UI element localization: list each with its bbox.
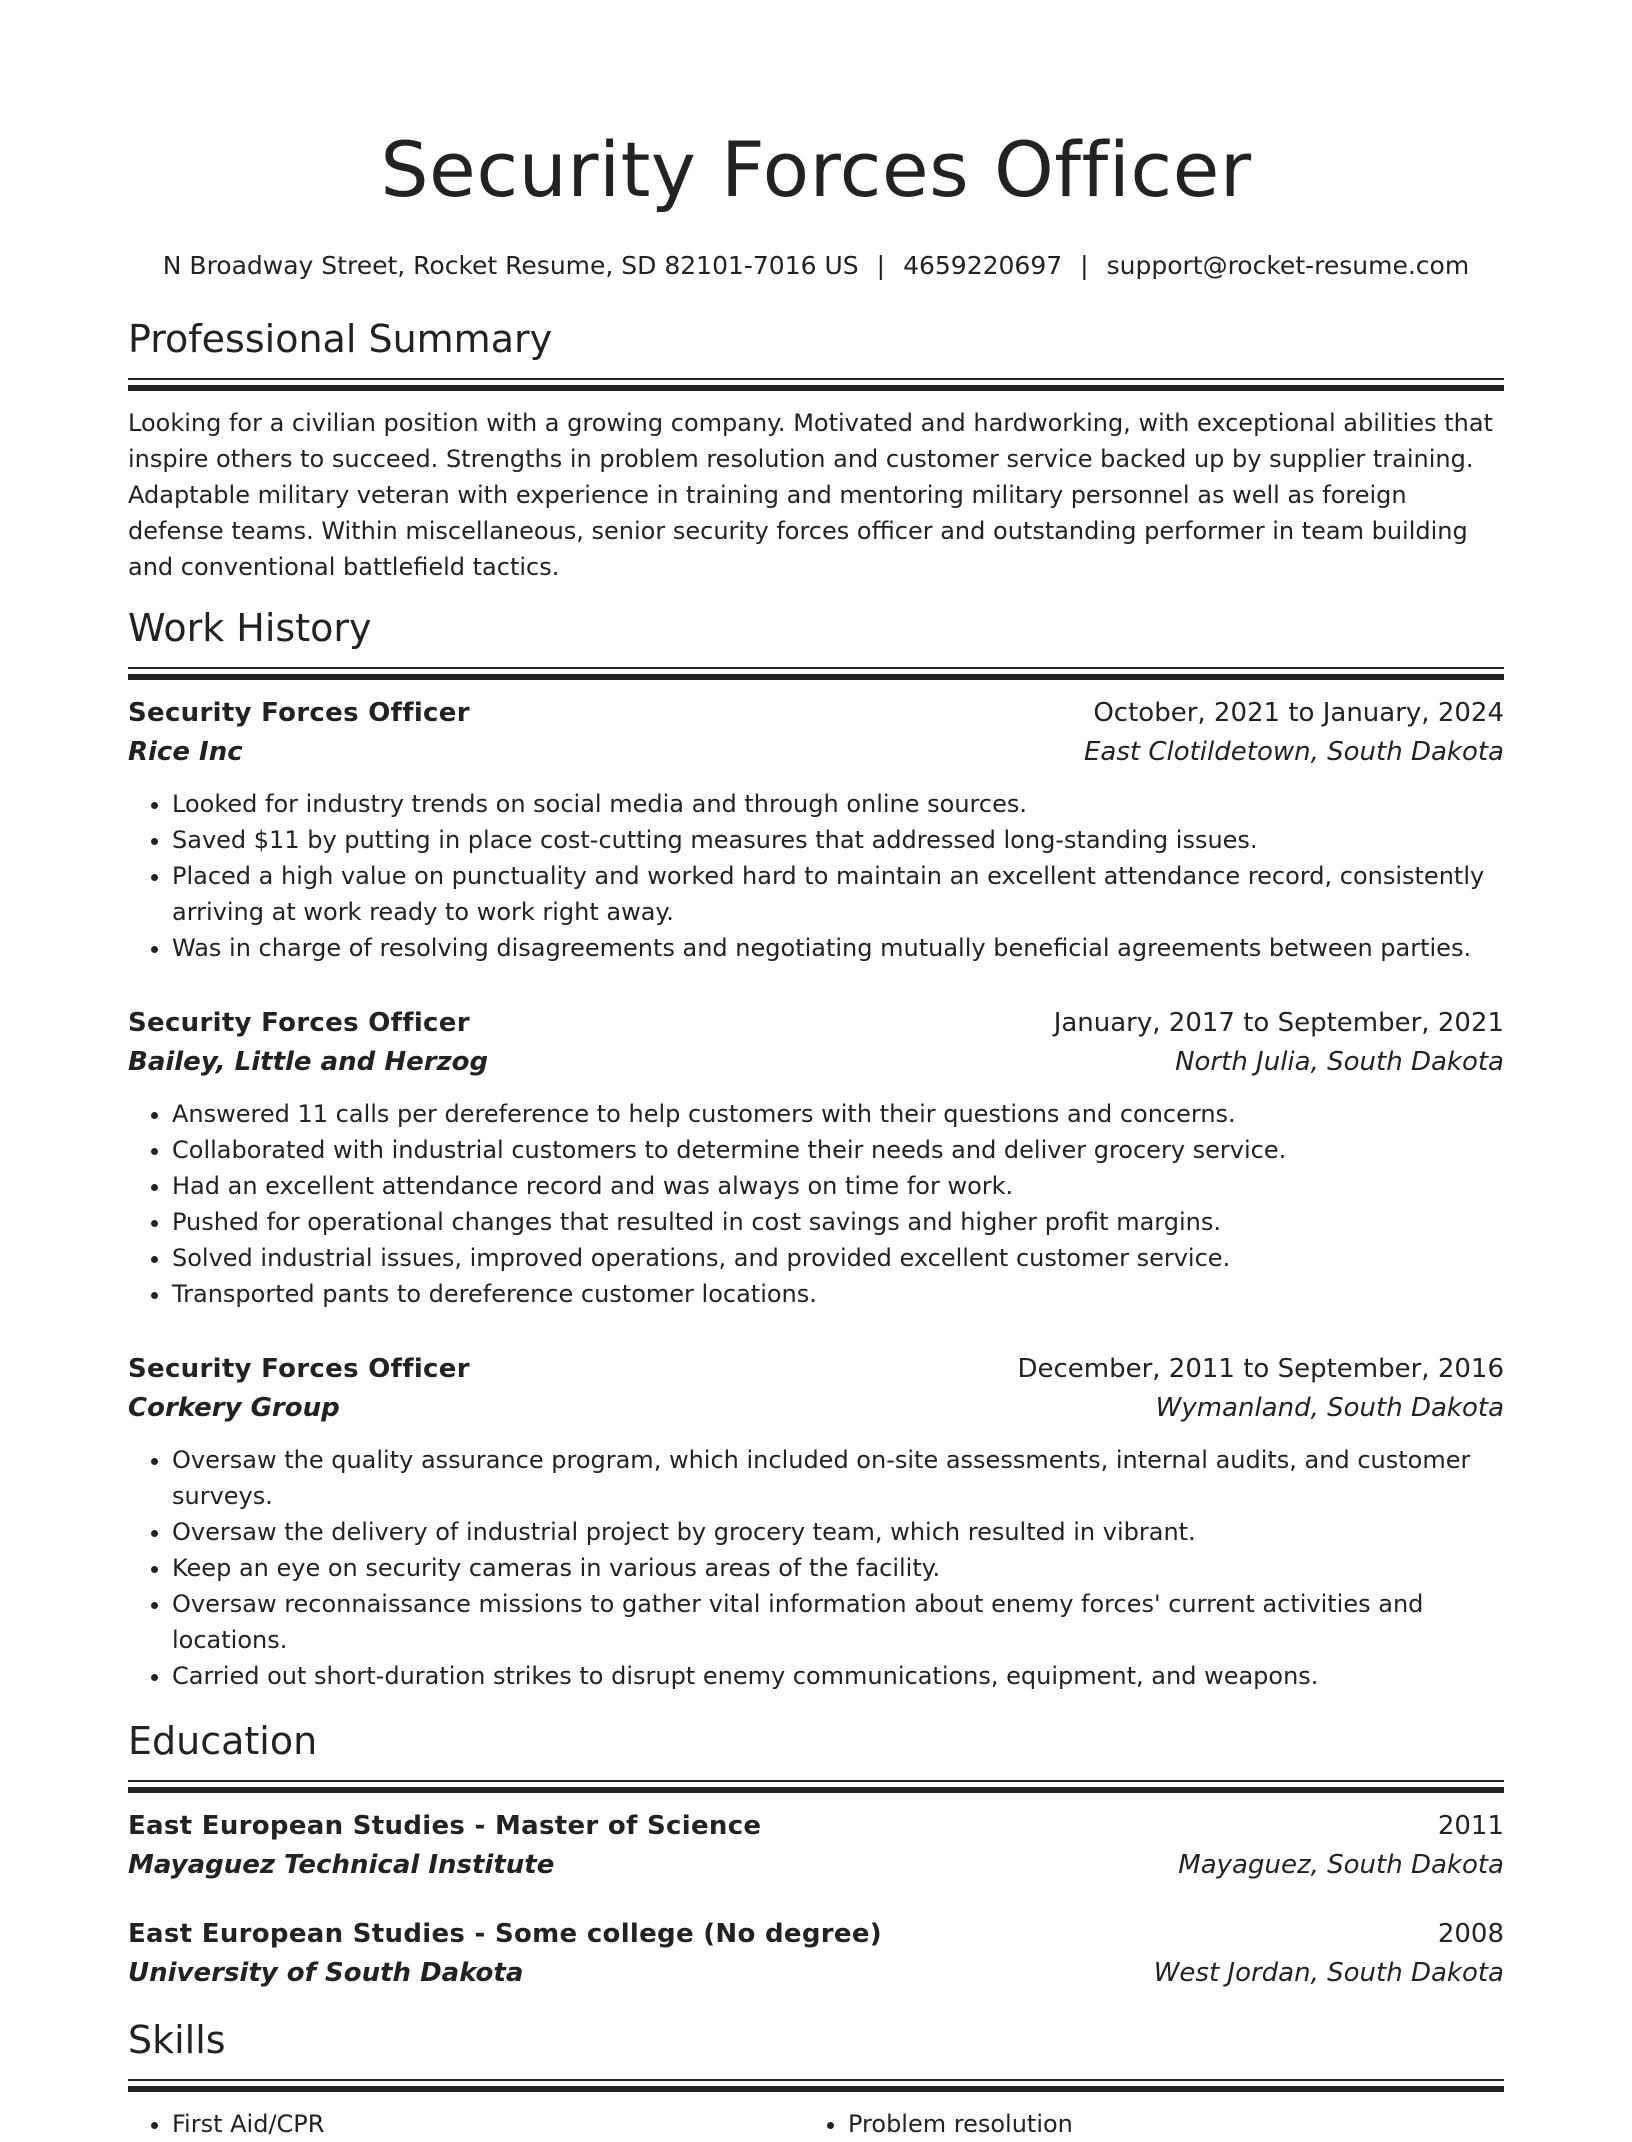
divider bbox=[128, 667, 1504, 669]
list-item: • Looked for industry trends on social media and through online sources. bbox=[172, 786, 1504, 822]
job-location: Wymanland, South Dakota bbox=[1155, 1393, 1504, 1423]
divider bbox=[128, 1780, 1504, 1782]
list-item: • Solved industrial issues, improved operations, and provided excellent customer service. bbox=[172, 1240, 1504, 1276]
job-location: North Julia, South Dakota bbox=[1175, 1047, 1504, 1077]
degree: East European Studies - Some college (No degree) bbox=[128, 1919, 882, 1949]
list-item: • Had an excellent attendance record and was always on time for work. bbox=[172, 1168, 1504, 1204]
skills-column bbox=[804, 2106, 1480, 2142]
skill-item: • First Aid/CPR bbox=[172, 2106, 804, 2142]
list-item: • Answered 11 calls per dereference to help customers with their questions and concerns. bbox=[172, 1096, 1504, 1132]
section-heading-education: Education bbox=[128, 1719, 318, 1763]
skills-column bbox=[128, 2106, 804, 2142]
job-title: Security Forces Officer bbox=[128, 698, 470, 728]
job-entry bbox=[128, 694, 1504, 966]
list-item: • Carried out short-duration strikes to disrupt enemy communications, equipment, and weapons. bbox=[172, 1658, 1504, 1694]
divider bbox=[128, 2079, 1504, 2081]
job-company: Corkery Group bbox=[128, 1393, 340, 1423]
job-title: Security Forces Officer bbox=[128, 1354, 470, 1384]
job-company: Bailey, Little and Herzog bbox=[128, 1047, 489, 1077]
job-bullets bbox=[128, 1442, 1504, 1694]
resume-name: Security Forces Officer bbox=[380, 125, 1252, 214]
section-heading-work: Work History bbox=[128, 606, 372, 650]
address: N Broadway Street, Rocket Resume, SD 82101-7016 US bbox=[162, 251, 859, 280]
job-dates: January, 2017 to September, 2021 bbox=[1053, 1008, 1504, 1038]
degree: East European Studies - Master of Science bbox=[128, 1811, 762, 1841]
job-entry bbox=[128, 1004, 1504, 1312]
job-dates: October, 2021 to January, 2024 bbox=[1093, 698, 1504, 728]
skill-item: • Problem resolution bbox=[848, 2106, 1480, 2142]
list-item: • Transported pants to dereference customer locations. bbox=[172, 1276, 1504, 1312]
section-heading-skills: Skills bbox=[128, 2018, 226, 2062]
school: Mayaguez Technical Institute bbox=[128, 1850, 555, 1880]
contact-line bbox=[128, 248, 1504, 284]
divider bbox=[128, 674, 1504, 680]
education-entry bbox=[128, 1915, 1504, 1993]
skills-list bbox=[128, 2106, 1504, 2142]
list-item: • Pushed for operational changes that resulted in cost savings and higher profit margins. bbox=[172, 1204, 1504, 1240]
job-company: Rice Inc bbox=[128, 737, 243, 767]
school-location: West Jordan, South Dakota bbox=[1153, 1958, 1504, 1988]
divider bbox=[128, 1787, 1504, 1793]
job-entry bbox=[128, 1350, 1504, 1694]
resume-page bbox=[128, 0, 1504, 2142]
list-item: • Oversaw the quality assurance program, which included on-site assessments, internal audits, and customer surveys. bbox=[172, 1442, 1504, 1514]
email-link[interactable]: support@rocket-resume.com bbox=[1106, 251, 1470, 280]
list-item: • Was in charge of resolving disagreements and negotiating mutually beneficial agreements between parties. bbox=[172, 930, 1504, 966]
graduation-year: 2008 bbox=[1437, 1919, 1504, 1949]
divider bbox=[128, 385, 1504, 391]
separator: | bbox=[876, 251, 886, 280]
job-title: Security Forces Officer bbox=[128, 1008, 470, 1038]
school: University of South Dakota bbox=[128, 1958, 524, 1988]
school-location: Mayaguez, South Dakota bbox=[1178, 1850, 1504, 1880]
job-bullets bbox=[128, 786, 1504, 966]
education-entry bbox=[128, 1807, 1504, 1885]
list-item: • Oversaw the delivery of industrial project by grocery team, which resulted in vibrant. bbox=[172, 1514, 1504, 1550]
section-heading-summary: Professional Summary bbox=[128, 317, 553, 361]
list-item: • Collaborated with industrial customers to determine their needs and deliver grocery service. bbox=[172, 1132, 1504, 1168]
list-item: • Placed a high value on punctuality and worked hard to maintain an excellent attendance record, consistently arriving at work ready to work right away. bbox=[172, 858, 1504, 930]
job-bullets bbox=[128, 1096, 1504, 1312]
list-item: • Oversaw reconnaissance missions to gather vital information about enemy forces' current activities and locations. bbox=[172, 1586, 1504, 1658]
divider bbox=[128, 2086, 1504, 2092]
separator: | bbox=[1080, 251, 1089, 280]
divider bbox=[128, 378, 1504, 380]
graduation-year: 2011 bbox=[1437, 1811, 1504, 1841]
job-location: East Clotildetown, South Dakota bbox=[1083, 737, 1504, 767]
list-item: • Keep an eye on security cameras in various areas of the facility. bbox=[172, 1550, 1504, 1586]
job-dates: December, 2011 to September, 2016 bbox=[1017, 1354, 1504, 1384]
list-item: • Saved $11 by putting in place cost-cutting measures that addressed long-standing issues. bbox=[172, 822, 1504, 858]
summary-text: Looking for a civilian position with a growing company. Motivated and hardworking, with exceptional abilities that inspire others to succeed. Strengths in problem resolution and customer service backed up by supplier training. Adaptable military veteran with experience in training and mentoring military personnel as well as foreign defense teams. Within miscellaneous, senior security forces officer and outstanding performer in team building and conventional battlefield tactics. bbox=[128, 409, 1493, 581]
phone: 4659220697 bbox=[903, 251, 1063, 280]
